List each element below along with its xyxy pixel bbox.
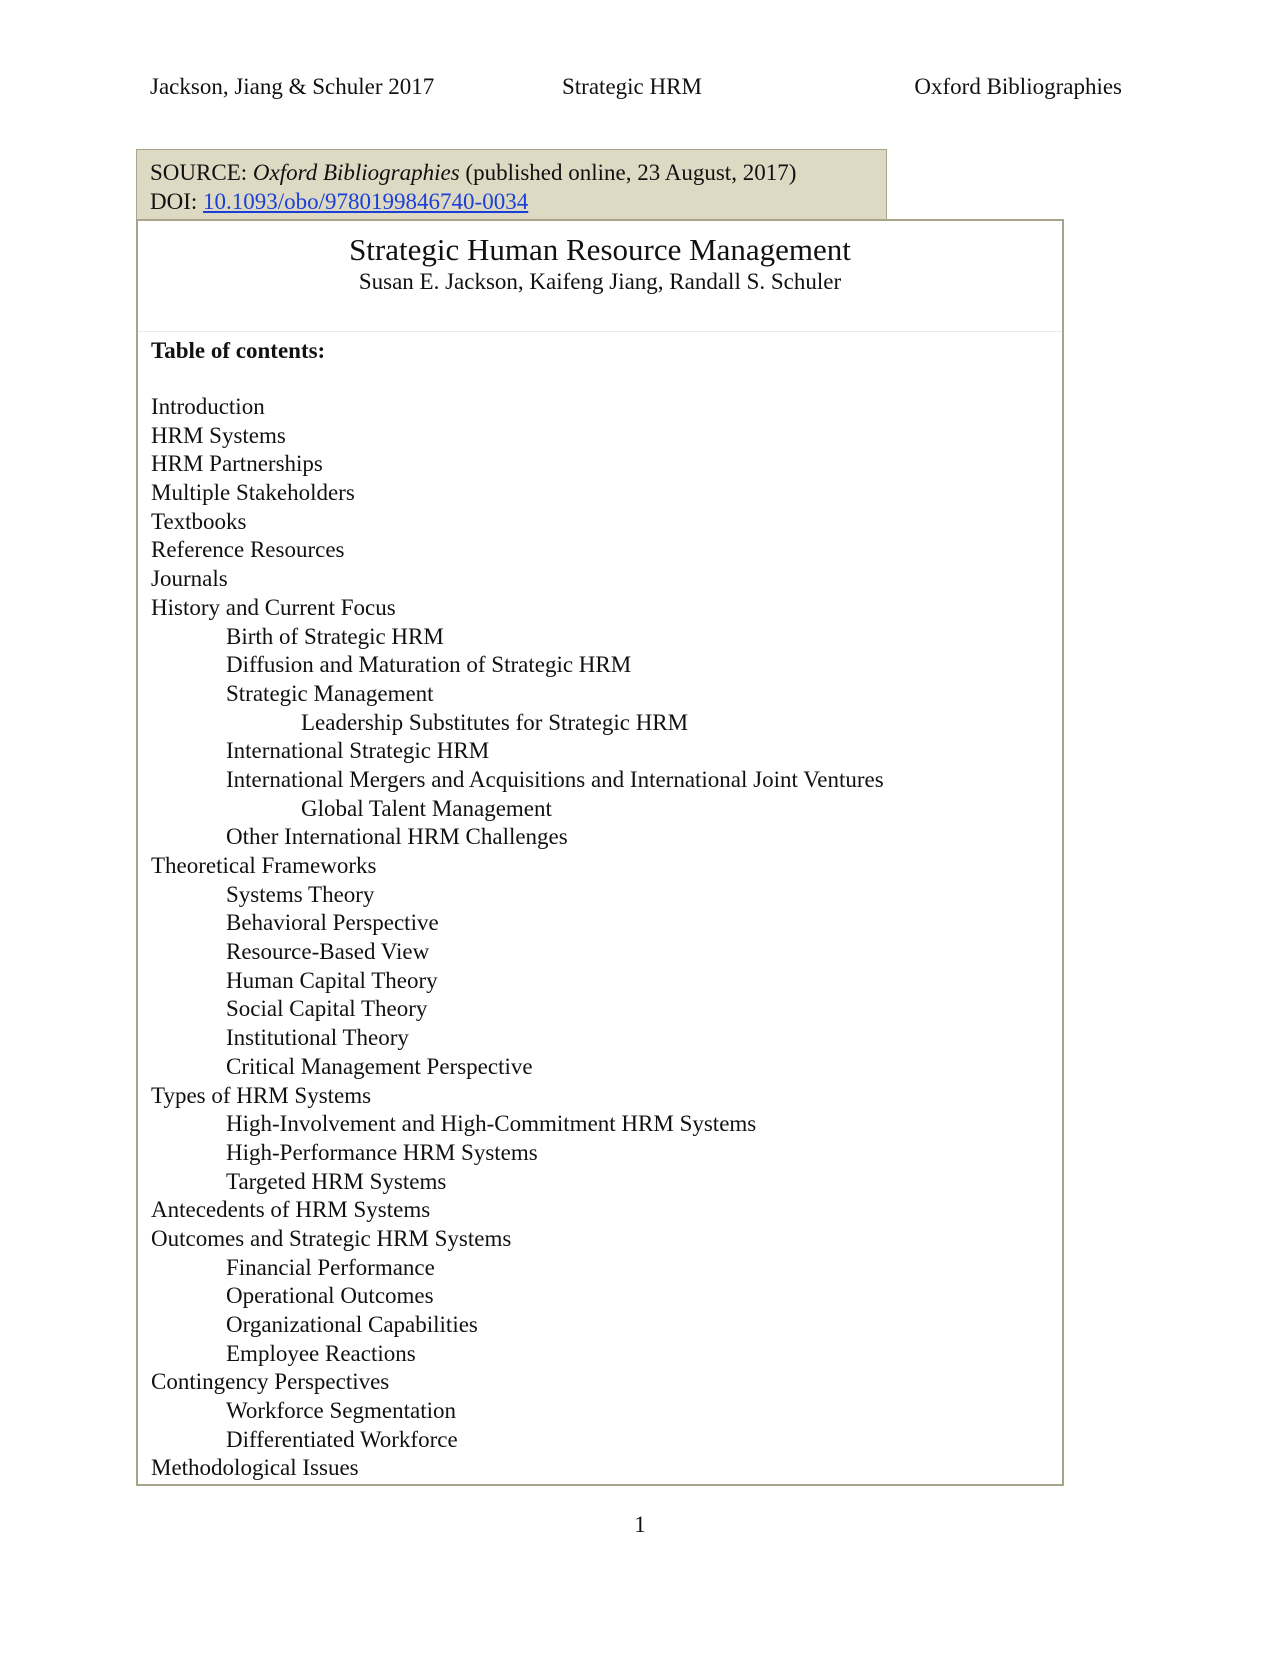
toc-item: Strategic Management <box>226 680 434 706</box>
toc-item: High-Involvement and High-Commitment HRM Systems <box>226 1111 757 1137</box>
header-authors-year: Jackson, Jiang & Schuler 2017 <box>150 74 435 99</box>
toc-item: Human Capital Theory <box>226 967 438 993</box>
toc-item: Other International HRM Challenges <box>226 824 568 850</box>
toc-item: Reference Resources <box>151 537 345 563</box>
toc-item: Institutional Theory <box>226 1025 409 1051</box>
toc-item: International Mergers and Acquisitions and International Joint Ventures <box>226 766 884 792</box>
source-publication: Oxford Bibliographies <box>252 160 460 185</box>
toc-item: Organizational Capabilities <box>226 1312 478 1337</box>
toc-item: Contingency Perspectives <box>151 1369 390 1395</box>
toc-item: Critical Management Perspective <box>226 1053 533 1079</box>
toc-item: High-Performance HRM Systems <box>226 1139 538 1165</box>
toc-item: Journals <box>151 566 228 592</box>
toc-item: Diffusion and Maturation of Strategic HRM <box>226 652 632 678</box>
doi-link[interactable]: 10.1093/obo/9780199846740-0034 <box>203 189 529 214</box>
header-short-title: Strategic HRM <box>562 74 702 99</box>
toc-item: Multiple Stakeholders <box>151 480 355 506</box>
document-authors: Susan E. Jackson, Kaifeng Jiang, Randall S. Schuler <box>358 269 842 294</box>
toc-heading: Table of contents: <box>151 338 326 363</box>
toc-item: International Strategic HRM <box>226 738 490 764</box>
doi-label: DOI: <box>150 189 198 214</box>
toc-item: History and Current Focus <box>151 594 396 620</box>
toc-item: Textbooks <box>151 508 247 534</box>
source-label: SOURCE: <box>150 160 248 185</box>
toc-item: Targeted HRM Systems <box>226 1168 447 1194</box>
toc-item: Introduction <box>151 394 265 419</box>
running-header <box>150 74 1122 106</box>
toc-item: Social Capital Theory <box>226 996 428 1022</box>
toc-item: Outcomes and Strategic HRM Systems <box>151 1225 512 1251</box>
table-of-contents <box>151 393 884 1483</box>
toc-item: Operational Outcomes <box>226 1283 434 1309</box>
toc-item: Global Talent Management <box>301 795 552 821</box>
toc-item: Theoretical Frameworks <box>151 853 377 878</box>
toc-item: Behavioral Perspective <box>226 910 439 936</box>
toc-item: Financial Performance <box>226 1254 435 1280</box>
source-published-note: (published online, 23 August, 2017) <box>465 160 797 185</box>
doi-line <box>150 187 886 216</box>
toc-item: HRM Partnerships <box>151 451 323 477</box>
source-box <box>136 149 887 219</box>
toc-item: Leadership Substitutes for Strategic HRM <box>301 709 689 735</box>
source-line <box>150 158 886 187</box>
toc-item: Methodological Issues <box>151 1455 359 1481</box>
toc-item: Differentiated Workforce <box>226 1426 458 1452</box>
title-block <box>138 221 1062 332</box>
toc-item: Resource-Based View <box>226 939 430 965</box>
toc-item: Birth of Strategic HRM <box>226 623 444 649</box>
toc-item: Employee Reactions <box>226 1340 416 1366</box>
toc-item: Antecedents of HRM Systems <box>151 1197 431 1223</box>
toc-item: Types of HRM Systems <box>151 1082 372 1108</box>
document-box <box>136 219 1064 1486</box>
toc-item: Workforce Segmentation <box>226 1398 456 1424</box>
toc-item: HRM Systems <box>151 422 286 448</box>
header-publication: Oxford Bibliographies <box>914 74 1122 99</box>
page-number: 1 <box>634 1512 646 1537</box>
document-title: Strategic Human Resource Management <box>349 232 851 267</box>
toc-item: Systems Theory <box>226 881 375 907</box>
